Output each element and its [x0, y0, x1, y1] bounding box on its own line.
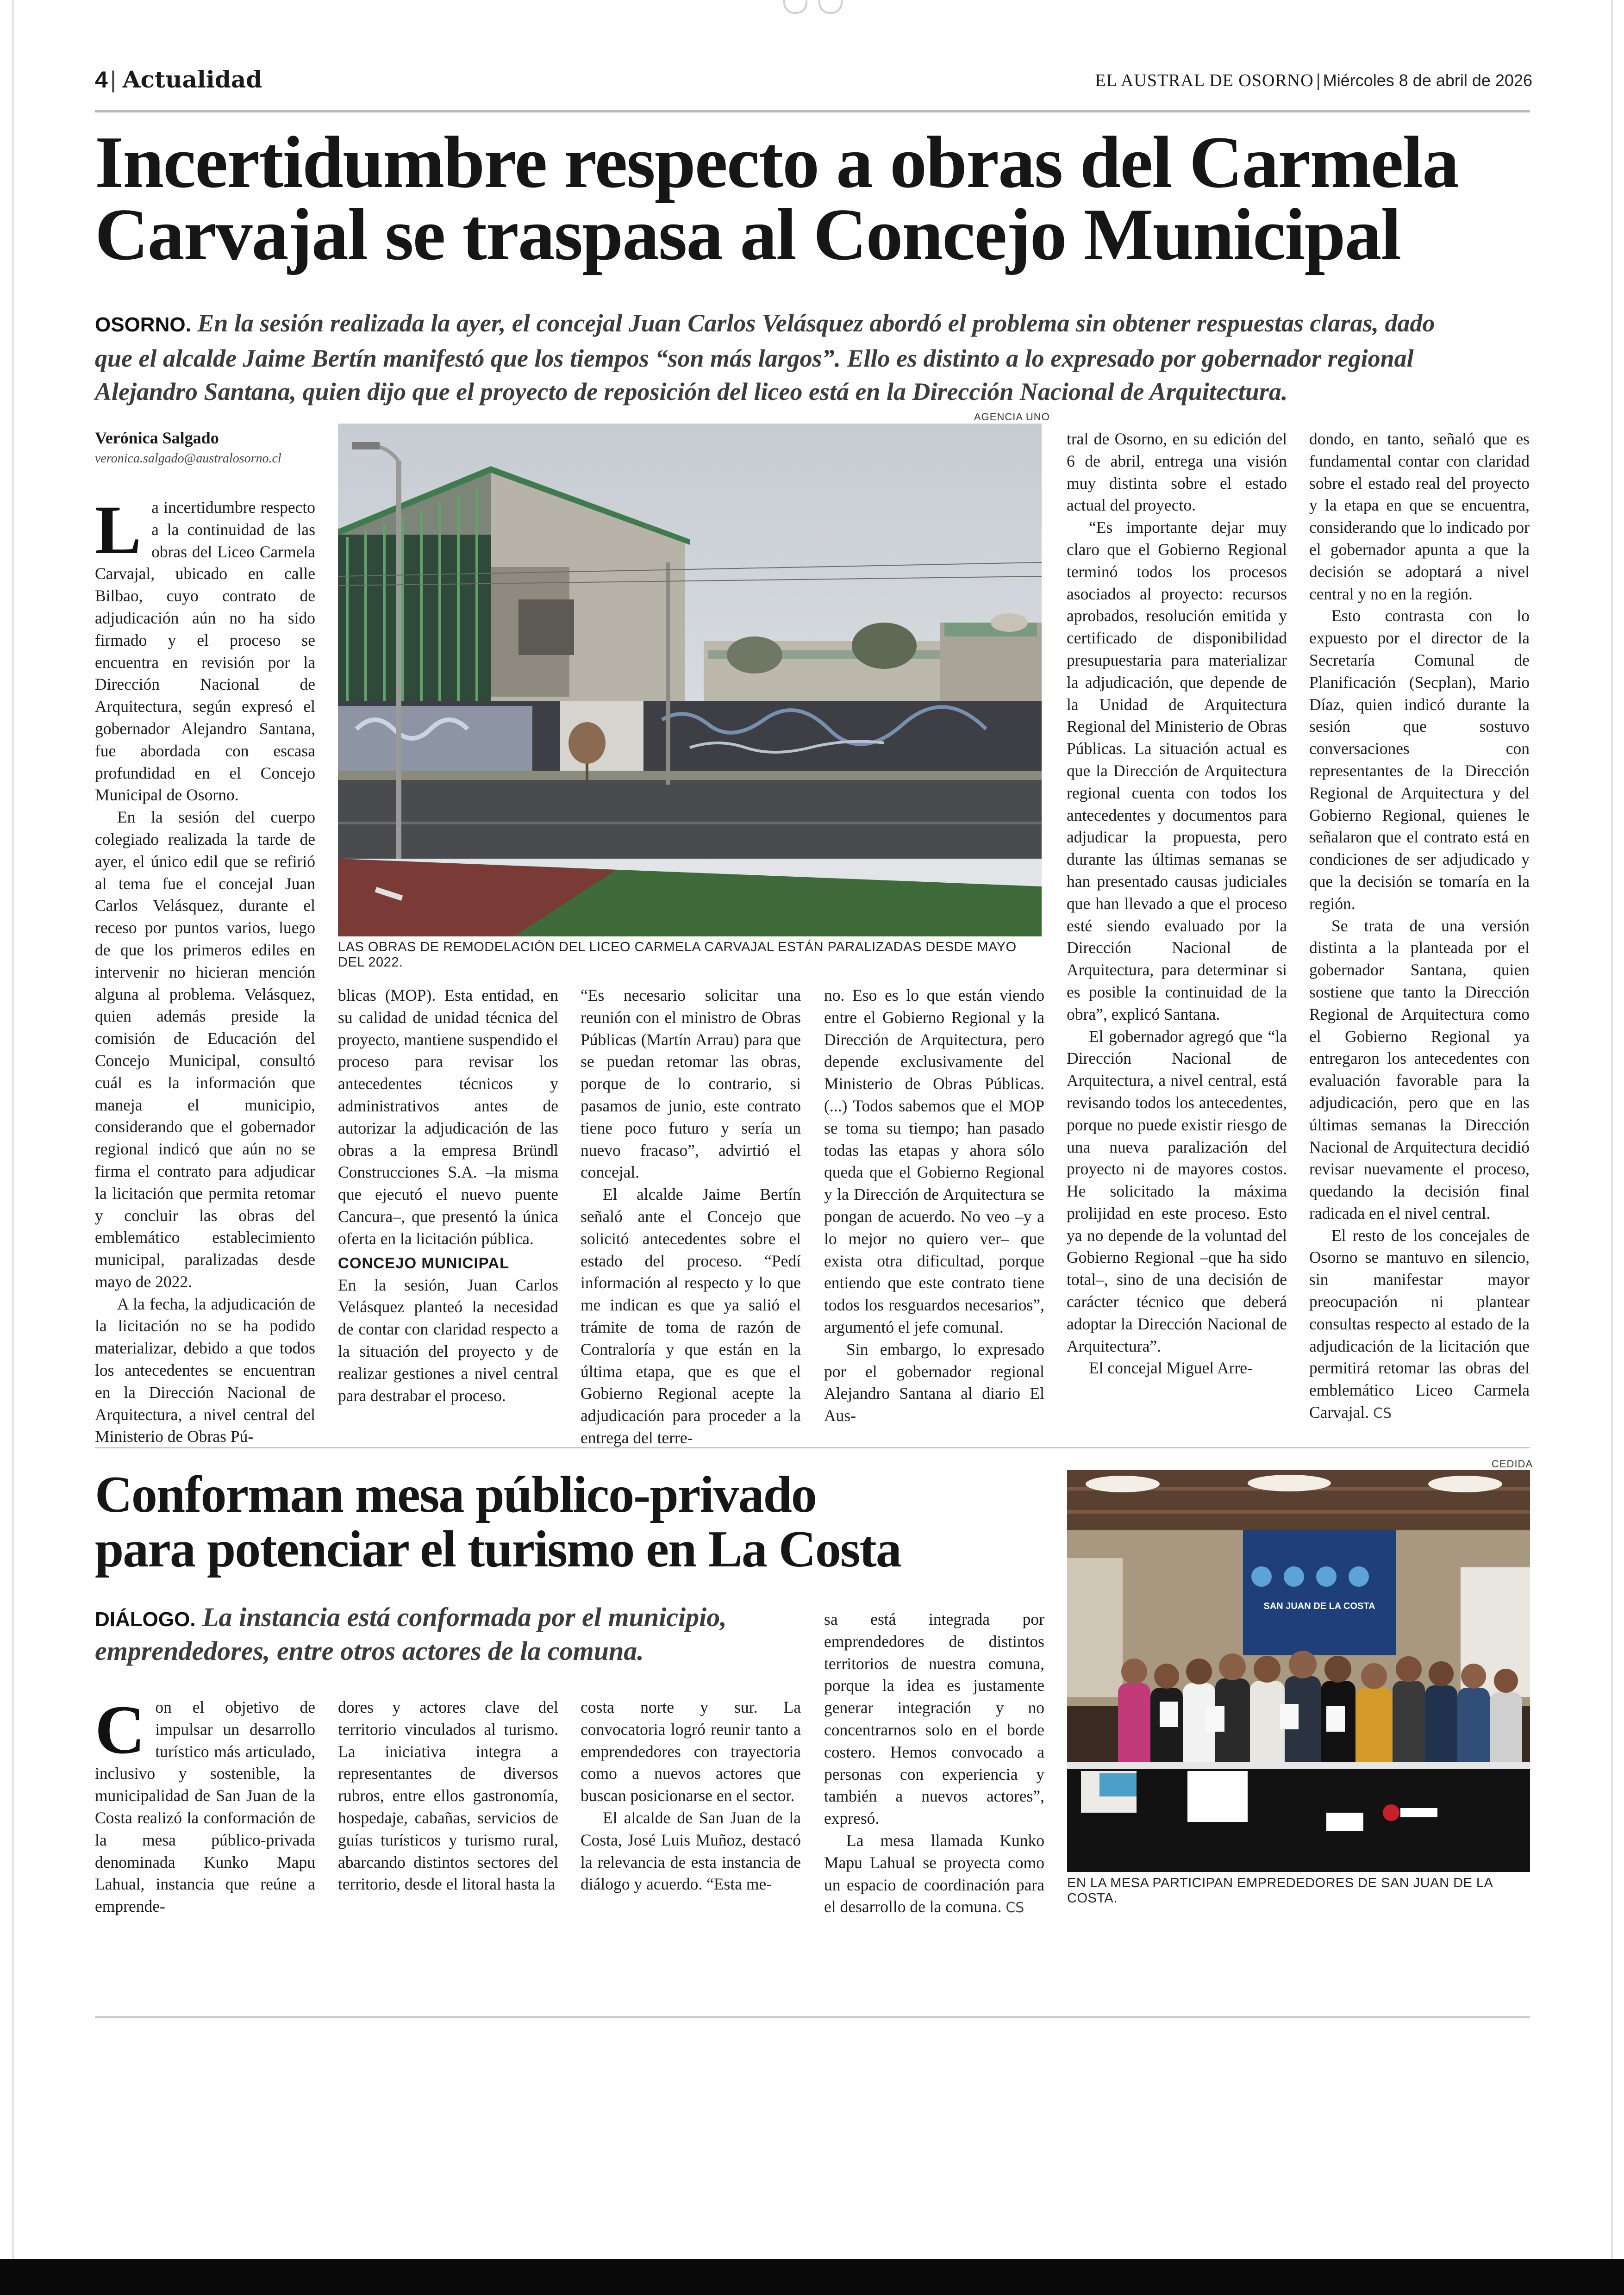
liceo-photo — [338, 424, 1042, 936]
paragraph: sa está integrada por emprendedores de distintos territorios de nuestra comuna, porque la idea es justamente generar integración y no concentrarnos solo en el borde costero. Hemos convocado a personas con experiencia y también a nuevos actores”, expresó. — [824, 1610, 1044, 1828]
photo-caption: LAS OBRAS DE REMODELACIÓN DEL LICEO CARMELA CARVAJAL ESTÁN PARALIZADAS DESDE MAYO DEL 2022. — [338, 940, 1017, 970]
article1-column-6 — [1309, 428, 1530, 1425]
author-email[interactable]: veronica.salgado@australosorno.cl — [95, 451, 281, 466]
banner-text: SAN JUAN DE LA COSTA — [1263, 1601, 1375, 1611]
paragraph: blicas (MOP). Esta entidad, en su calidad de unidad técnica del proyecto, mantiene suspendido el proceso para revisar los antecedentes técnicos y administrativos antes de autorizar la adjudicación de las obras a la empresa Bründl Construcciones S.A. –la misma que ejecutó el nuevo puente Cancura–, que presentó la única oferta en la licitación pública. — [338, 986, 558, 1248]
page-left-edge — [12, 0, 14, 2259]
publication-date: Miércoles 8 de abril de 2026 — [1323, 71, 1532, 90]
lead-kicker: OSORNO. — [95, 313, 191, 336]
header-divider: | — [110, 67, 123, 93]
paragraph: “Es importante dejar muy claro que el Gobierno Regional terminó todos los procesos asociados al proyecto: recursos aprobados, resolución emitida y certificado de disponibilidad presupuestaria para materializar la adjudicación, que depende de la Unidad de Arquitectura Regional del Ministerio de Obras Públicas. La situación actual es que la Dirección de Arquitectura regional cuenta con todos los antecedentes y documentos para adjudicar la propuesta, pero durante las últimas semanas se han presentado causas judiciales que han llevado a que el proceso esté siendo evaluado por la Dirección Nacional de Arquitectura, para determinar si es posible la continuidad de la obra”, explicó Santana. — [1067, 518, 1287, 1023]
paragraph: no. Eso es lo que están viendo entre el Gobierno Regional y la Dirección de Arquitectura, pero depende exclusivamente del Ministerio de Obras Públicas. (...) Todos sabemos que el MOP se toma su tiempo; han pasado todas las etapas y ahora sólo queda que el Gobierno Regional y la Dirección de Arquitectura se pongan de acuerdo. No veo –y a lo mejor no quiero ver– que exista otra dificultad, porque entiendo que este contrato tiene todos los resguardos necesarios”, argumentó el jefe comunal. — [824, 986, 1044, 1336]
paragraph — [824, 1830, 1044, 1919]
paragraph: “Es necesario solicitar una reunión con el ministro de Obras Públicas (Martín Arrau) para que se puedan retomar las obras, porque de lo contrario, si pasamos de junio, este contrato tiene poco futuro y sería un nuevo fracaso”, advirtió el concejal. — [581, 986, 801, 1182]
paragraph: En la sesión del cuerpo colegiado realizada la tarde de ayer, el único edil que se refirió al tema fue el concejal Juan Carlos Velásquez, durante el receso por puntos varios, luego de que los primeros ediles en intervenir no hicieran mención alguna al problema. Velásquez, quien además preside la comisión de Educación del Concejo Municipal, consultó cuál es la información que maneja el municipio, considerando que el gobernador regional indicó que aún no se firma el contrato para adjudicar la licitación que permita retomar y concluir las obras del emblemático establecimiento municipal, paralizadas desde mayo de 2022. — [95, 808, 315, 1291]
page-number: 4 — [95, 67, 108, 93]
article2-column-4 — [824, 1609, 1044, 1919]
subheading: CONCEJO MUNICIPAL — [338, 1254, 510, 1272]
lead-text: que el alcalde Jaime Bertín manifestó que los tiempos “son más largos”. Ello es distinto a lo expresado por gobernador regional — [95, 344, 1414, 372]
headline-line: Carvajal se traspasa al Concejo Municipal — [95, 193, 1401, 275]
paragraph: Se trata de una versión distinta a la planteada por el gobernador Santana, quien sostiene que tanto la Dirección Regional de Arquitectura como el Gobierno Regional ya entregaron los antecedentes con evaluación favorable para la adjudicación, pero que en las últimas semanas la Dirección Nacional de Arquitectura decidió revisar nuevamente el proceso, quedando la decisión final radicada en el nivel central. — [1309, 916, 1530, 1222]
paragraph: Sin embargo, lo expresado por el gobernador regional Alejandro Santana al diario El Aus- — [824, 1340, 1044, 1425]
dropcap: C — [95, 1691, 145, 1768]
lead-kicker: DIÁLOGO. — [95, 1608, 196, 1631]
section-name: Actualidad — [122, 66, 262, 93]
header-rule — [95, 110, 1530, 112]
lead-text: emprendedores, entre otros actores de la comuna. — [95, 1636, 644, 1666]
byline — [95, 428, 281, 466]
page-right-edge — [1611, 0, 1613, 2259]
photo-caption: EN LA MESA PARTICIPAN EMPREDEDORES DE SAN JUAN DE LA COSTA. — [1067, 1876, 1493, 1906]
lead-text: Alejandro Santana, quien dijo que el proyecto de reposición del liceo está en la Dirección Nacional de Arquitectura. — [95, 378, 1288, 405]
article2-column-3 — [581, 1696, 801, 1896]
headline-line: para potenciar el turismo en La Costa — [95, 1521, 901, 1578]
article1-column-3 — [581, 985, 801, 1449]
paragraph: El alcalde Jaime Bertín señaló ante el Concejo que solicitó antecedentes sobre el estado del proceso. “Pedí información al respecto y lo que me indican es que ya salió el trámite de toma de razón de Contraloría y que están en la última etapa, que es que el Gobierno Regional acepte la adjudicación para proceder a la entrega del terre- — [581, 1185, 801, 1447]
scroll-indicator-right[interactable] — [818, 0, 843, 14]
article1-lead — [95, 306, 1535, 408]
paragraph: A la fecha, la adjudicación de la licitación no se ha podido materializar, debido a que todos los antecedentes se encuentran en la Dirección Nacional de Arquitectura, a nivel central del Ministerio de Obras Pú- — [95, 1294, 315, 1446]
paragraph-text: a incertidumbre respecto a la continuidad de las obras del Liceo Carmela Carvajal, ubicado en calle Bilbao, cuyo contrato de adjudicación aún no ha sido firmado y el proceso se encuentra en revisión por la Dirección Nacional de Arquitectura, según expresó el gobernador Alejandro Santana, fue abordada con escasa profundidad en el Concejo Municipal de Osorno. — [95, 498, 315, 804]
paragraph — [1309, 1225, 1530, 1425]
lead-text: La instancia está conformada por el municipio, — [202, 1602, 727, 1632]
author-name: Verónica Salgado — [95, 429, 219, 447]
newspaper-name: EL AUSTRAL DE OSORNO — [1095, 71, 1314, 90]
article1-column-2 — [338, 985, 558, 1407]
article1-column-5 — [1067, 428, 1287, 1379]
lead-text: En la sesión realizada la ayer, el concejal Juan Carlos Velásquez abordó el problema sin obtener respuestas claras, dado — [197, 309, 1435, 337]
paragraph-text: El resto de los concejales de Osorno se mantuvo en silencio, sin manifestar mayor preocupación ni plantear consultas respecto al estado de la adjudicación de la licitación que permitirá retomar las obras del emblemático Liceo Carmela Carvajal. — [1309, 1226, 1530, 1422]
paragraph: El alcalde de San Juan de la Costa, José Luis Muñoz, destacó la relevancia de esta instancia de diálogo y acuerdo. “Esta me- — [581, 1808, 801, 1894]
paragraph — [95, 1691, 315, 1918]
headline-line: Conforman mesa público-privado — [95, 1466, 816, 1523]
end-mark: CS — [1373, 1405, 1392, 1422]
paragraph-text: on el objetivo de impulsar un desarrollo turístico más articulado, inclusivo y sostenible, la municipalidad de San Juan de la Costa realizó la conformación de la mesa público-privada denominada Kunko Mapu Lahual, instancia que reúne a emprende- — [95, 1698, 315, 1916]
page-header — [95, 66, 262, 93]
headline-line: Incertidumbre respecto a obras del Carmela — [95, 121, 1459, 203]
bottom-bar — [0, 2259, 1624, 2295]
paragraph-text: La mesa llamada Kunko Mapu Lahual se proyecta como un espacio de coordinación para el desarrollo de la comuna. — [824, 1831, 1044, 1916]
newspaper-info — [1095, 70, 1532, 91]
paragraph: tral de Osorno, en su edición del 6 de abril, entrega una visión muy distinta sobre el estado actual del proyecto. — [1067, 430, 1287, 515]
article1-column-1 — [95, 492, 315, 1448]
paragraph: Esto contrasta con lo expuesto por el director de la Secretaría Comunal de Planificación (Secplan), Mario Díaz, quien indicó durante la sesión que sostuvo conversaciones con representantes de la Dirección Regional de Arquitectura y del Gobierno Regional, quienes le señalaron que el contrato está en condiciones de ser adjudicado y que la decisión se tomaría en la región. — [1309, 606, 1530, 913]
mesa-group-photo — [1067, 1470, 1530, 1872]
scroll-indicator-left[interactable] — [783, 0, 807, 14]
article-divider — [95, 1447, 1530, 1448]
article1-headline — [95, 121, 1535, 275]
paragraph: dores y actores clave del territorio vinculados al turismo. La iniciativa integra a representantes de diversos rubros, entre ellos gastronomía, hospedaje, cabañas, servicios de guías turísticos y turismo rural, abarcando distintos sectores del territorio, desde el litoral hasta la — [338, 1698, 558, 1894]
article2-column-2 — [338, 1696, 558, 1896]
article2-column-1 — [95, 1691, 315, 1918]
paragraph: El gobernador agregó que “la Dirección Nacional de Arquitectura, a nivel central, está revisando todos los antecedentes, porque no puede existir riesgo de una nueva paralización del proyecto ni de mayores costos. He solicitado la máxima prolijidad en este proceso. Esto ya no depende de la voluntad del Gobierno Regional –que ha sido total–, sino de una decisión de carácter técnico que deberá adoptar la Dirección Nacional de Arquitectura”. — [1067, 1027, 1287, 1355]
paragraph: El concejal Miguel Arre- — [1089, 1359, 1253, 1378]
photo-credit: AGENCIA UNO — [974, 411, 1050, 423]
article1-column-4 — [824, 985, 1044, 1427]
header-divider: | — [1316, 71, 1321, 90]
paragraph: costa norte y sur. La convocatoria logró reunir tanto a emprendedores con trayectoria como a nuevos actores que buscan posicionarse en el sector. — [581, 1698, 801, 1805]
photo-credit: CEDIDA — [1492, 1458, 1533, 1470]
article2-headline — [95, 1467, 1044, 1577]
footer-rule — [95, 2016, 1530, 2018]
paragraph: En la sesión, Juan Carlos Velásquez planteó la necesidad de contar con claridad respecto a la situación del proyecto y de realizar gestiones a nivel central para destrabar el proceso. — [338, 1275, 558, 1405]
end-mark: CS — [1006, 1900, 1024, 1916]
paragraph — [95, 492, 315, 806]
dropcap: L — [95, 492, 142, 568]
paragraph: dondo, en tanto, señaló que es fundamental contar con claridad sobre el estado real del proyecto y la etapa en que se encuentra, considerando que lo indicado por el gobernador apunta a que la decisión se adoptará a nivel central y no en la región. — [1309, 430, 1530, 603]
